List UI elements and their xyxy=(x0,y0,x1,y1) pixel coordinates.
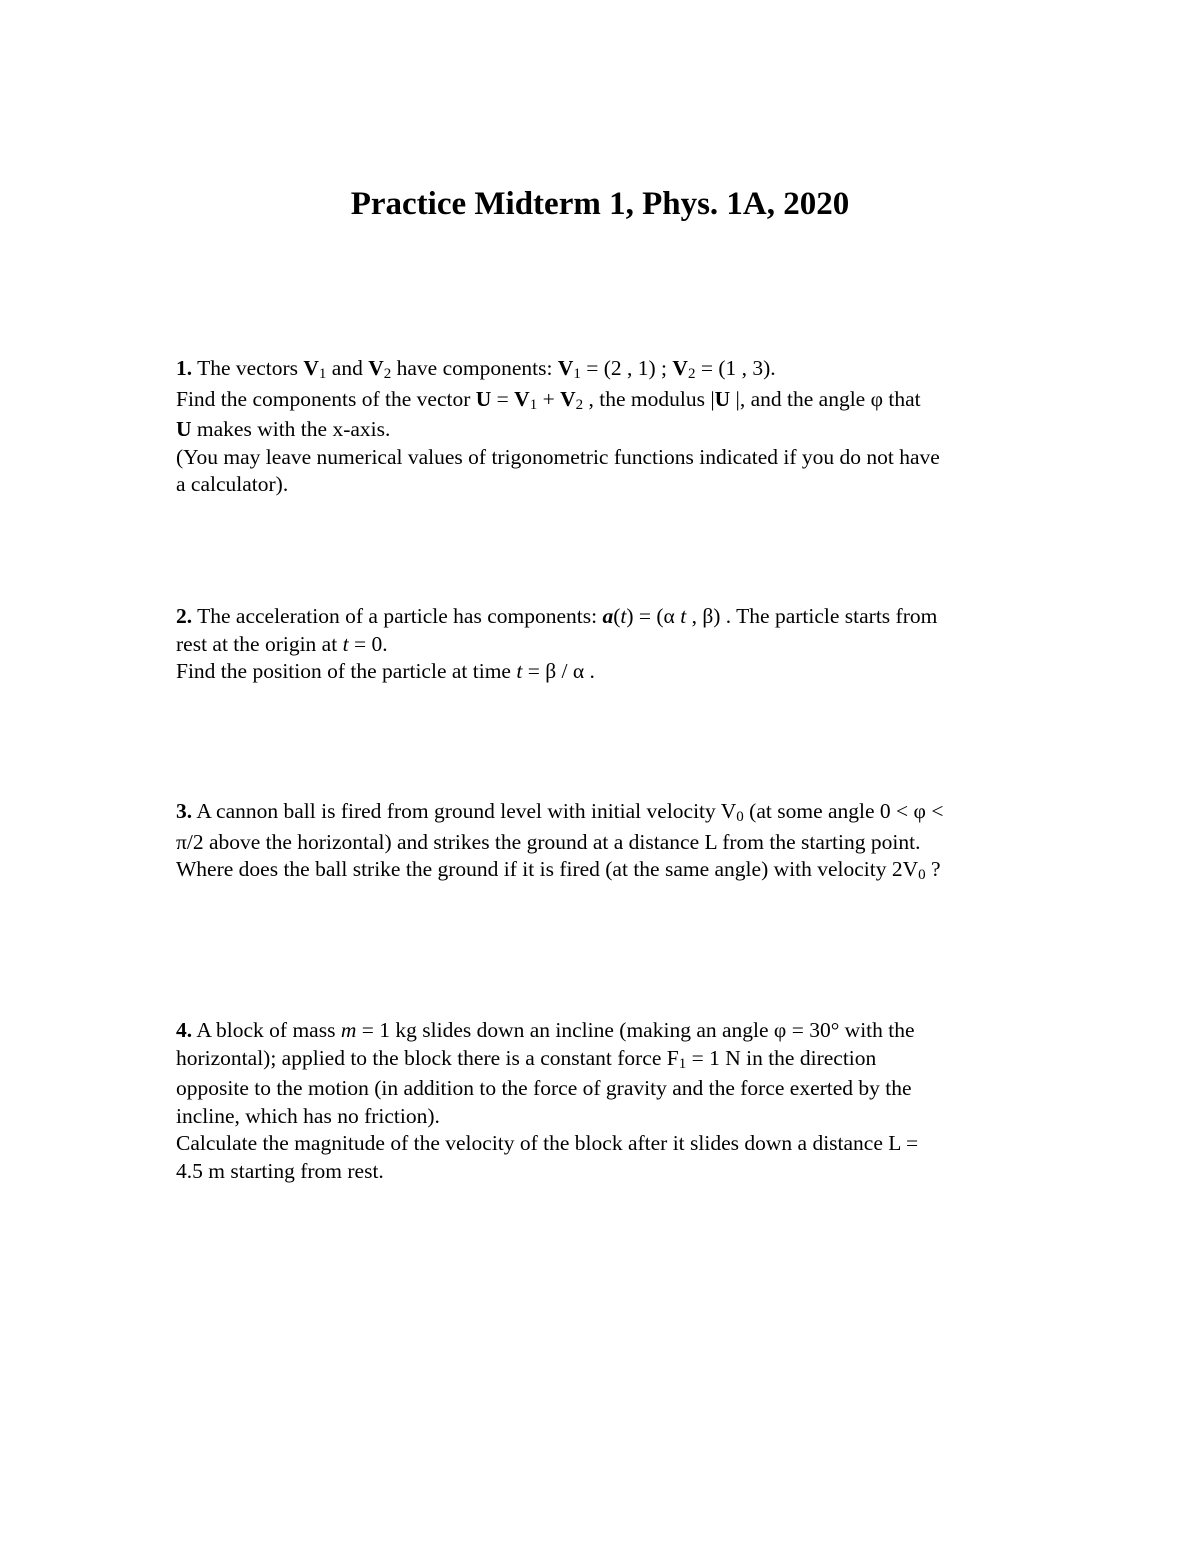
problem-2-line-1 xyxy=(176,603,1056,631)
text: horizontal); applied to the block there is a constant force F xyxy=(176,1045,679,1070)
problem-2 xyxy=(176,603,1056,686)
text: and xyxy=(326,356,369,380)
page-title: Practice Midterm 1, Phys. 1A, 2020 xyxy=(350,186,850,222)
subscript: 2 xyxy=(383,366,392,382)
problem-4-line-2 xyxy=(176,1045,1056,1076)
text: makes with the x-axis. xyxy=(191,417,391,441)
subscript: 1 xyxy=(573,366,581,382)
subscript: 0 xyxy=(736,809,744,825)
problem-3-line-3 xyxy=(176,856,1056,887)
text: have components: xyxy=(391,356,558,380)
text: ) = (α xyxy=(626,604,681,628)
problem-number: 2. xyxy=(176,604,193,628)
text: Find the components of the vector xyxy=(176,386,476,411)
text: A block of mass xyxy=(192,1018,341,1042)
vector-symbol: V xyxy=(560,386,576,411)
problem-1-line-2 xyxy=(176,386,1056,417)
text: The acceleration of a particle has components: xyxy=(192,604,603,628)
problem-4-line-1 xyxy=(176,1017,1056,1045)
problem-4 xyxy=(176,1017,1056,1185)
subscript: 2 xyxy=(687,366,696,382)
mass-symbol: m xyxy=(340,1018,357,1042)
vector-symbol: V xyxy=(303,356,319,380)
problem-3 xyxy=(176,798,1056,887)
subscript: 2 xyxy=(575,396,584,413)
text: (at some angle 0 < φ < xyxy=(743,799,944,823)
text: Where does the ball strike the ground if it is fired (at the same angle) with velocity 2V xyxy=(176,857,919,881)
problem-3-line-2: π/2 above the horizontal) and strikes the ground at a distance L from the starting point. xyxy=(176,829,921,854)
text: = 0. xyxy=(348,631,388,656)
problem-number: 4. xyxy=(176,1018,193,1042)
text: A cannon ball is fired from ground level with initial velocity V xyxy=(192,799,737,823)
text: ( xyxy=(613,604,621,628)
subscript: 1 xyxy=(318,366,327,382)
problem-number: 1. xyxy=(176,356,193,380)
vector-symbol: U xyxy=(176,417,192,441)
vector-symbol: U xyxy=(475,386,492,411)
text: = (2 , 1) ; xyxy=(580,356,673,380)
subscript: 0 xyxy=(918,867,926,883)
subscript: 1 xyxy=(678,1055,687,1072)
text: rest at the origin at xyxy=(176,631,343,656)
text: |, and the angle φ that xyxy=(730,386,921,411)
vector-symbol: V xyxy=(368,356,384,380)
text: = 1 N in the direction xyxy=(686,1045,877,1070)
vector-symbol: U xyxy=(714,386,731,411)
time-symbol: t xyxy=(680,604,687,628)
problem-4-line-3: opposite to the motion (in addition to the force of gravity and the force exerted by the xyxy=(176,1076,912,1100)
problem-3-line-1 xyxy=(176,798,1056,829)
problem-2-line-2 xyxy=(176,631,1056,659)
problem-1 xyxy=(176,355,1056,499)
problem-4-line-6: 4.5 m starting from rest. xyxy=(176,1158,384,1183)
problem-1-line-3 xyxy=(176,416,1056,444)
problem-4-line-5: Calculate the magnitude of the velocity of the block after it slides down a distance L = xyxy=(176,1131,919,1155)
vector-symbol: V xyxy=(672,356,688,380)
text: = xyxy=(491,386,515,411)
problem-1-line-4: (You may leave numerical values of trigonometric functions indicated if you do not have xyxy=(176,444,940,469)
subscript: 1 xyxy=(529,396,538,413)
text: = (1 , 3). xyxy=(695,356,776,380)
acceleration-symbol: a xyxy=(602,604,614,628)
text: = 1 kg slides down an incline (making an angle φ = 30° with the xyxy=(356,1018,915,1042)
problem-2-line-3 xyxy=(176,658,1056,686)
problem-4-line-4: incline, which has no friction). xyxy=(176,1103,440,1128)
text: ? xyxy=(925,857,941,881)
text: The vectors xyxy=(192,356,304,380)
vector-symbol: V xyxy=(557,356,574,380)
problem-1-line-1 xyxy=(176,355,1056,386)
time-symbol: t xyxy=(516,659,523,683)
text: Find the position of the particle at time xyxy=(176,659,517,683)
vector-symbol: V xyxy=(514,386,530,411)
time-symbol: t xyxy=(620,604,627,628)
text: , β) . The particle starts from xyxy=(686,604,938,628)
text: = β / α . xyxy=(522,659,595,683)
time-symbol: t xyxy=(342,631,349,656)
problem-number: 3. xyxy=(176,799,193,823)
problem-1-line-5: a calculator). xyxy=(176,472,289,496)
text: + xyxy=(537,386,561,411)
text: , the modulus | xyxy=(583,386,715,411)
